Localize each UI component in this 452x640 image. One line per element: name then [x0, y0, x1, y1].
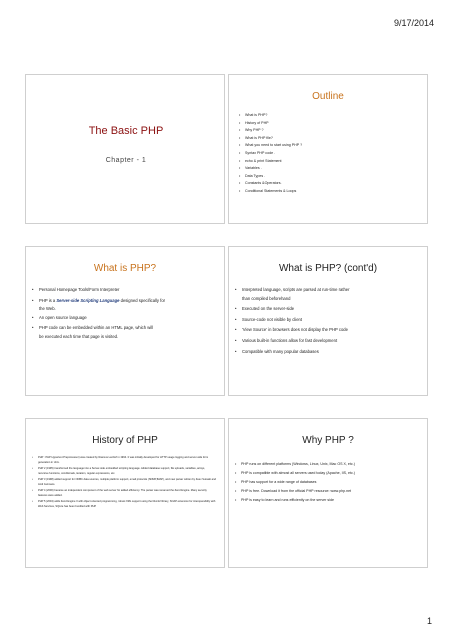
- slide-what-is-php-cont: [228, 246, 428, 396]
- list-item: [32, 297, 218, 314]
- list-item: • PHP is easy to learn and runs efficiently on the server side: [235, 496, 421, 505]
- list-item: • Why PHP ?: [239, 127, 427, 135]
- continuation-text: the Web.: [39, 306, 56, 312]
- list-item: [32, 324, 218, 341]
- what-is-php-cont-list: [229, 286, 427, 356]
- slide-title-subtitle: Chapter - 1: [105, 157, 147, 164]
- list-item: • 'View Source' in browsers does not display the PHP code: [235, 326, 421, 335]
- continuation-text: be executed each time that page is visited.: [39, 333, 119, 339]
- list-item: • Constants &Operators.: [239, 180, 427, 188]
- list-item: • Syntax PHP code .: [239, 150, 427, 158]
- list-item: • PHP 4 (2000) became an independent component of the web server for added efficiency. The parser was renamed the Zend Engine. Many security features were added.: [32, 489, 216, 498]
- list-item: • PHP : PHP Hypertext Preprocessor) was created by Rasmus Lerdorf in 1994. It was initially developed for HTTP usage logging and server-side form generation in Unix.: [32, 456, 216, 465]
- text-run: designed specifically for: [119, 297, 166, 303]
- list-item: • PHP has support for a wide range of databases: [235, 478, 421, 487]
- slide-what-is-php-heading: What is PHP?: [93, 263, 157, 274]
- why-php-list: [229, 460, 427, 505]
- slide-what-is-php: [25, 246, 225, 396]
- slide-history-of-php: [25, 418, 225, 568]
- outline-list: [229, 112, 427, 196]
- text-run: PHP code can be embedded within an HTML page, which will: [39, 325, 154, 331]
- list-item: • An open source language: [32, 314, 218, 323]
- list-item: • Compatible with many popular databases: [235, 348, 421, 357]
- list-item: [235, 286, 421, 303]
- list-item: • Data Types .: [239, 173, 427, 181]
- slide-outline-heading: Outline: [312, 91, 344, 102]
- list-item: • What you need to start using PHP ?: [239, 142, 427, 150]
- continuation-text: than compiled beforehand: [242, 295, 291, 301]
- text-run: PHP is a: [39, 297, 57, 303]
- list-item: • PHP 3 (1998) added support for ODBC data sources, multiple platform support, email protocols (SNMP,IMAP), and new parser written by Zeev Suraski and Andi Gutmans.: [32, 478, 216, 487]
- slide-why-php-heading: Why PHP ?: [302, 435, 354, 446]
- list-item: • PHP is free. Download it from the official PHP resource: www.php.net: [235, 487, 421, 496]
- list-item: • Personal Homepage Tools/Form Interpreter: [32, 286, 218, 295]
- slide-history-heading: History of PHP: [92, 435, 158, 446]
- list-item: • PHP 5 (2004) adds Zend Engine II with object oriented programming, robust XML support using the libxml2 library, SOAP extension for interoperability with Web Services, SQLite has been bundled with PHP: [32, 500, 216, 509]
- slide-title-heading: The Basic PHP: [88, 125, 164, 137]
- list-item: • What is PHP?: [239, 112, 427, 120]
- list-item: • PHP 2 (1995) transformed the language into a Server-side embedded scripting language. Added database support, file uploads, variables, arrays, recursive functions, conditionals, iteration, regular expressions, etc.: [32, 467, 216, 476]
- slide-title: [25, 74, 225, 224]
- list-item: • Various built-in functions allow for fast development: [235, 337, 421, 346]
- page-number: 1: [426, 616, 432, 626]
- list-item: • History of PHP: [239, 120, 427, 128]
- slide-what-is-php-cont-heading: What is PHP? (cont'd): [278, 263, 378, 274]
- text-run: Interpreted language, scripts are parsed at run-time rather: [242, 287, 350, 292]
- list-item: • Source-code not visible by client: [235, 316, 421, 325]
- history-list: [26, 456, 224, 509]
- list-item: • Conditional Statements & Loops: [239, 188, 427, 196]
- list-item: • What is PHP file?: [239, 135, 427, 143]
- slide-why-php: [228, 418, 428, 568]
- list-item: • echo & print Statement: [239, 158, 427, 166]
- print-date: 9/17/2014: [393, 18, 434, 28]
- slide-outline: [228, 74, 428, 224]
- list-item: • Executed on the server-side: [235, 305, 421, 314]
- list-item: • PHP runs on different platforms (Windows, Linux, Unix, Mac OS X, etc.): [235, 460, 421, 469]
- what-is-php-list: [26, 286, 224, 342]
- emphasis-text: Server-side Scripting Language: [56, 297, 120, 303]
- list-item: • PHP is compatible with almost all servers used today (Apache, IIS, etc.): [235, 469, 421, 478]
- list-item: • Variables .: [239, 165, 427, 173]
